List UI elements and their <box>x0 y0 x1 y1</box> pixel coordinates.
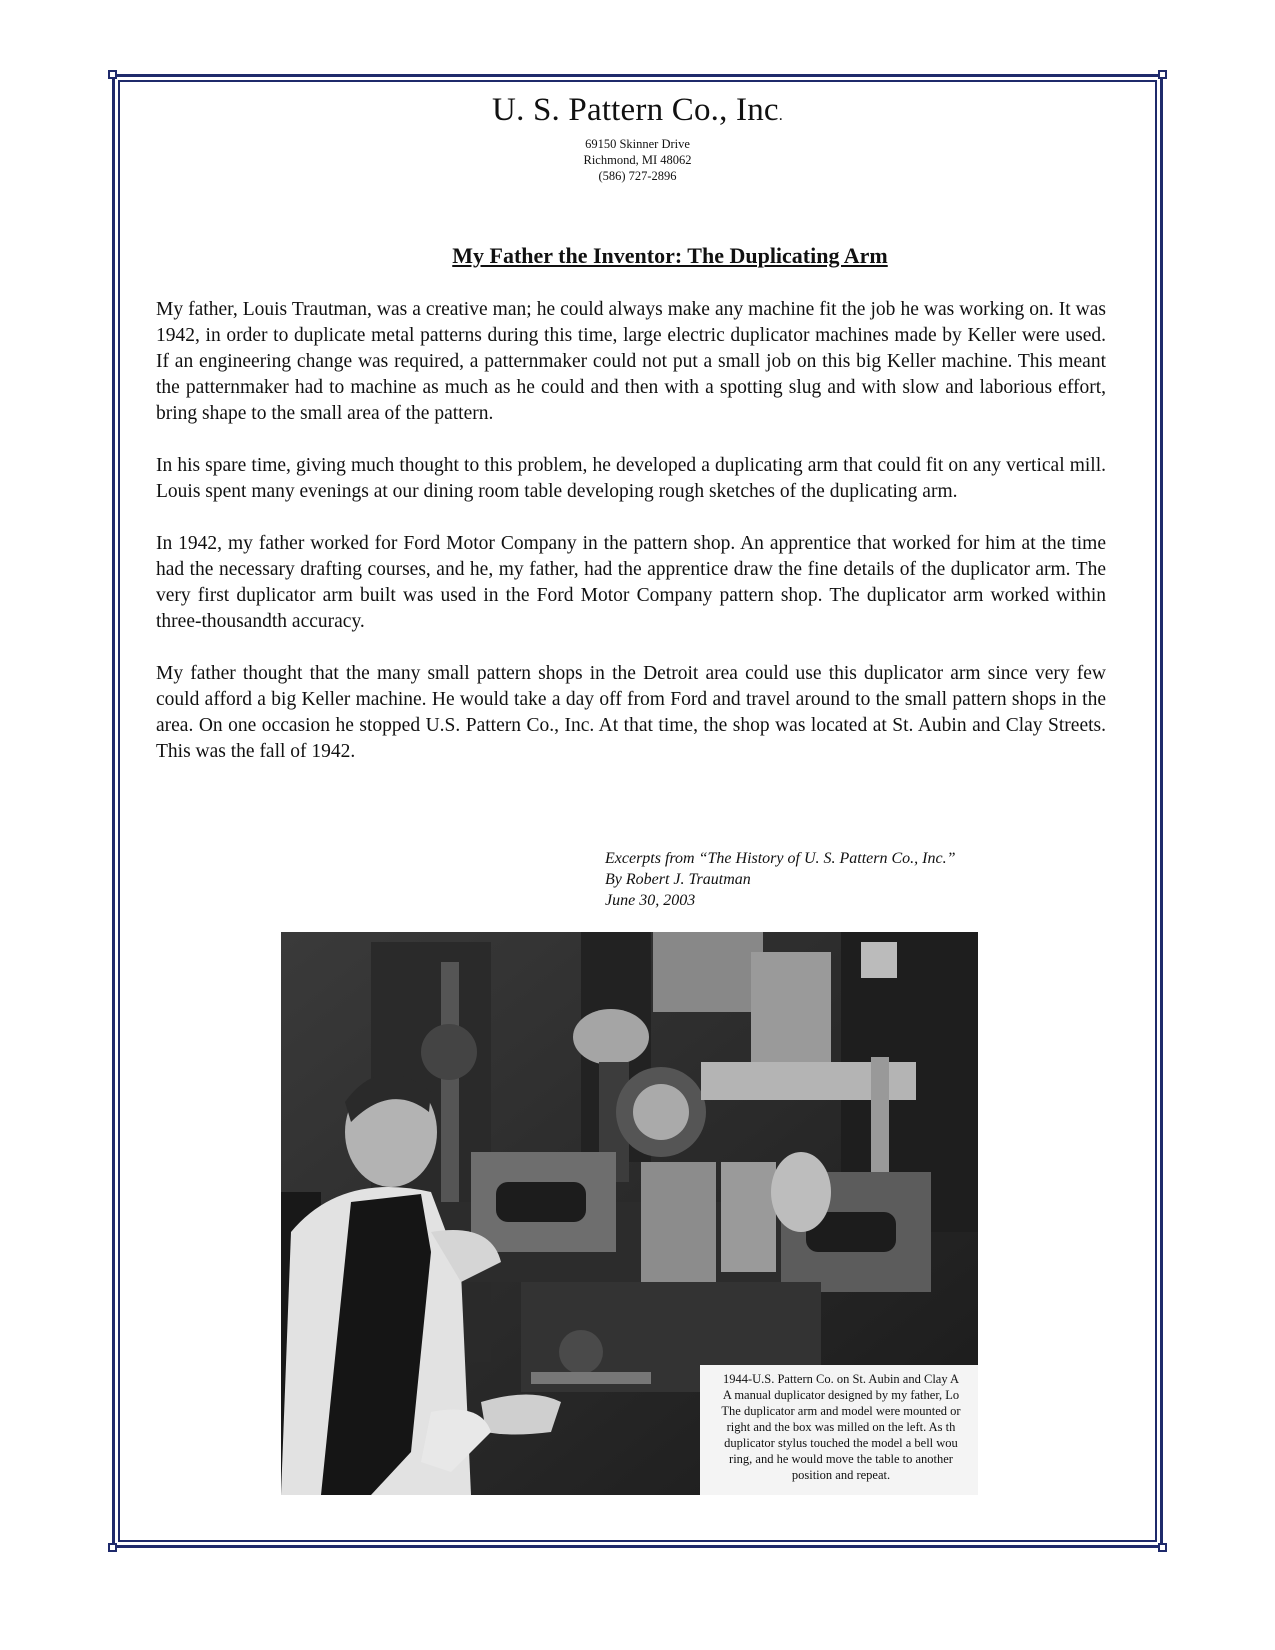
address-line-2: Richmond, MI 48062 <box>583 153 692 167</box>
border-corner-top-left <box>108 70 117 79</box>
border-corner-top-right <box>1158 70 1167 79</box>
photo-caption <box>700 1365 978 1495</box>
company-name-dot: . <box>778 107 783 124</box>
paragraph-2: In his spare time, giving much thought to this problem, he developed a duplicating arm that could fit on any vertical mill. Louis spent many evenings at our dining room table developing rough sketches of the duplicating arm. <box>156 455 1106 502</box>
caption-line-6: ring, and he would move the table to another <box>729 1452 953 1466</box>
excerpt-source: Excerpts from “The History of U. S. Pattern Co., Inc.” <box>605 850 956 867</box>
article-title: My Father the Inventor: The Duplicating Arm <box>452 243 888 268</box>
letterhead <box>0 90 1275 184</box>
caption-line-7: position and repeat. <box>791 1468 891 1482</box>
phone-number: (586) 727-2896 <box>598 169 677 183</box>
border-corner-bottom-left <box>108 1543 117 1552</box>
paragraph-3: In 1942, my father worked for Ford Motor Company in the pattern shop. An apprentice that worked for him at the time had the necessary drafting courses, and he, my father, had the apprentice draw the fine details of the duplicator arm. The very first duplicator arm built was used in the Ford Motor Company pattern shop. The duplicator arm worked within three-thousandth accuracy. <box>156 533 1106 632</box>
paragraph-1: My father, Louis Trautman, was a creative man; he could always make any machine fit the job he was working on. It was 1942, in order to duplicate metal patterns during this time, large electric duplicator machines made by Keller were used. If an engineering change was required, a patternmaker could not put a small job on this big Keller machine. This meant the patternmaker had to machine as much as he could and then with a spotting slug and with slow and laborious effort, bring shape to the small area of the pattern. <box>156 299 1106 424</box>
caption-line-2: A manual duplicator designed by my father, Lo <box>722 1388 960 1402</box>
paragraph-4: My father thought that the many small pattern shops in the Detroit area could use this duplicator arm since very few could afford a big Keller machine. He would take a day off from Ford and travel around to the small pattern shops in the area. On one occasion he stopped U.S. Pattern Co., Inc. At that time, the shop was located at St. Aubin and Clay Streets. This was the fall of 1942. <box>156 663 1106 762</box>
border-corner-bottom-right <box>1158 1543 1167 1552</box>
excerpt-attribution <box>605 848 956 911</box>
historical-photo <box>281 932 978 1495</box>
company-name-text: U. S. Pattern Co., Inc <box>492 92 779 128</box>
caption-line-4: right and the box was milled on the left. As th <box>726 1420 956 1434</box>
excerpt-author: By Robert J. Trautman <box>605 871 751 888</box>
address-line-1: 69150 Skinner Drive <box>585 137 690 151</box>
excerpt-date: June 30, 2003 <box>605 892 696 909</box>
caption-line-1: 1944-U.S. Pattern Co. on St. Aubin and Clay A <box>722 1372 960 1386</box>
caption-line-5: duplicator stylus touched the model a bell wou <box>724 1436 958 1450</box>
article-body <box>156 297 1106 791</box>
caption-line-3: The duplicator arm and model were mounted or <box>721 1404 961 1418</box>
company-name <box>0 90 1275 136</box>
